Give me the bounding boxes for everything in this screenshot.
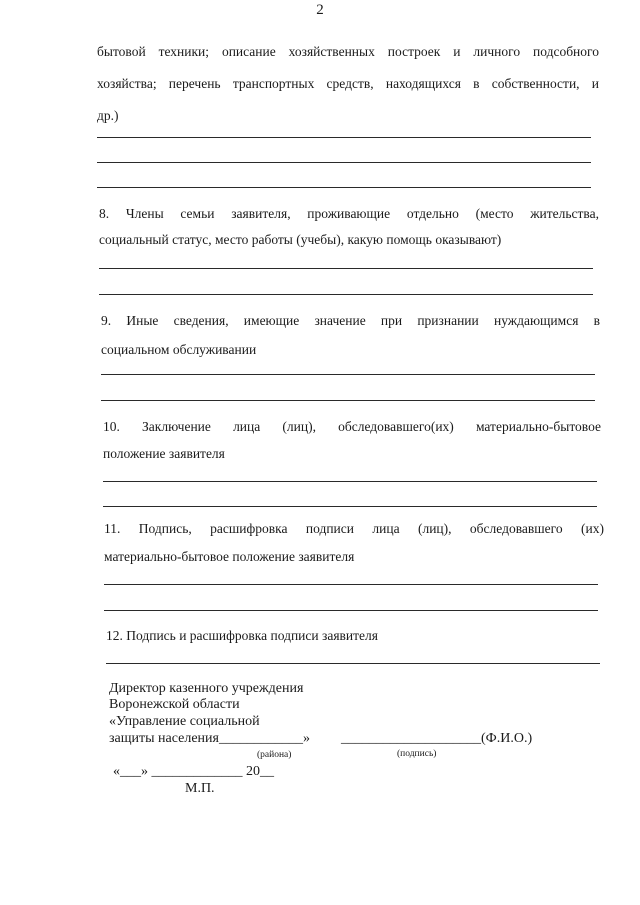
stamp-label: М.П. <box>185 781 215 796</box>
quote-close: » <box>302 731 310 746</box>
section-10-line-1: 10. Заключение лица (лиц), обследовавшего(их) материально-бытовое <box>103 419 601 434</box>
date-month-blank: _____________ <box>151 764 243 779</box>
section-10-answer-line-1 <box>103 481 597 482</box>
date-quote-close: » <box>141 764 148 779</box>
section-8-line-2: социальный статус, место работы (учебы), какую помощь оказывают) <box>99 232 502 247</box>
intro-answer-line-2 <box>97 162 591 163</box>
date-line <box>113 764 274 780</box>
section-9-line-1: 9. Иные сведения, имеющие значение при признании нуждающимся в <box>101 313 600 328</box>
intro-answer-line-1 <box>97 137 591 138</box>
director-title-line-1: Директор казенного учреждения <box>109 681 304 696</box>
year-prefix: 20 <box>246 764 260 779</box>
director-title-line-3: «Управление социальной <box>109 714 260 729</box>
rayon-caption: (района) <box>257 750 292 760</box>
section-12-answer-line <box>106 663 600 664</box>
intro-line-3: др.) <box>97 108 119 123</box>
section-11-answer-line-2 <box>104 610 598 611</box>
intro-line-1: бытовой техники; описание хозяйственных построек и личного подсобного <box>97 44 599 59</box>
year-blank: __ <box>260 764 274 779</box>
section-8-line-1: 8. Члены семьи заявителя, проживающие отдельно (место жительства, <box>99 206 599 221</box>
signature-field <box>341 731 532 747</box>
section-10-line-2: положение заявителя <box>103 446 225 461</box>
section-11-line-2: материально-бытовое положение заявителя <box>104 549 355 564</box>
rayon-blank: ____________ <box>218 731 303 746</box>
section-9-answer-line-1 <box>101 374 595 375</box>
page-number: 2 <box>316 2 324 18</box>
podpis-caption: (подпись) <box>397 749 437 759</box>
section-8-answer-line-1 <box>99 268 593 269</box>
section-11-line-1: 11. Подпись, расшифровка подписи лица (лиц), обследовавшего (их) <box>104 521 604 536</box>
signature-blank: ____________________ <box>341 731 481 746</box>
director-title-line-2: Воронежской области <box>109 697 240 712</box>
department-prefix: защиты населения <box>109 731 219 746</box>
intro-line-2: хозяйства; перечень транспортных средств, находящихся в собственности, и <box>97 76 599 91</box>
section-11-answer-line-1 <box>104 584 598 585</box>
section-8-answer-line-2 <box>99 294 593 295</box>
director-title-line-4 <box>109 731 310 747</box>
date-quote-open: « <box>113 764 120 779</box>
date-day-blank: ___ <box>120 764 141 779</box>
section-9-answer-line-2 <box>101 400 595 401</box>
intro-answer-line-3 <box>97 187 591 188</box>
fio-label: (Ф.И.О.) <box>481 731 533 746</box>
section-12-line-1: 12. Подпись и расшифровка подписи заявителя <box>106 628 378 643</box>
section-9-line-2: социальном обслуживании <box>101 342 257 357</box>
section-10-answer-line-2 <box>103 506 597 507</box>
